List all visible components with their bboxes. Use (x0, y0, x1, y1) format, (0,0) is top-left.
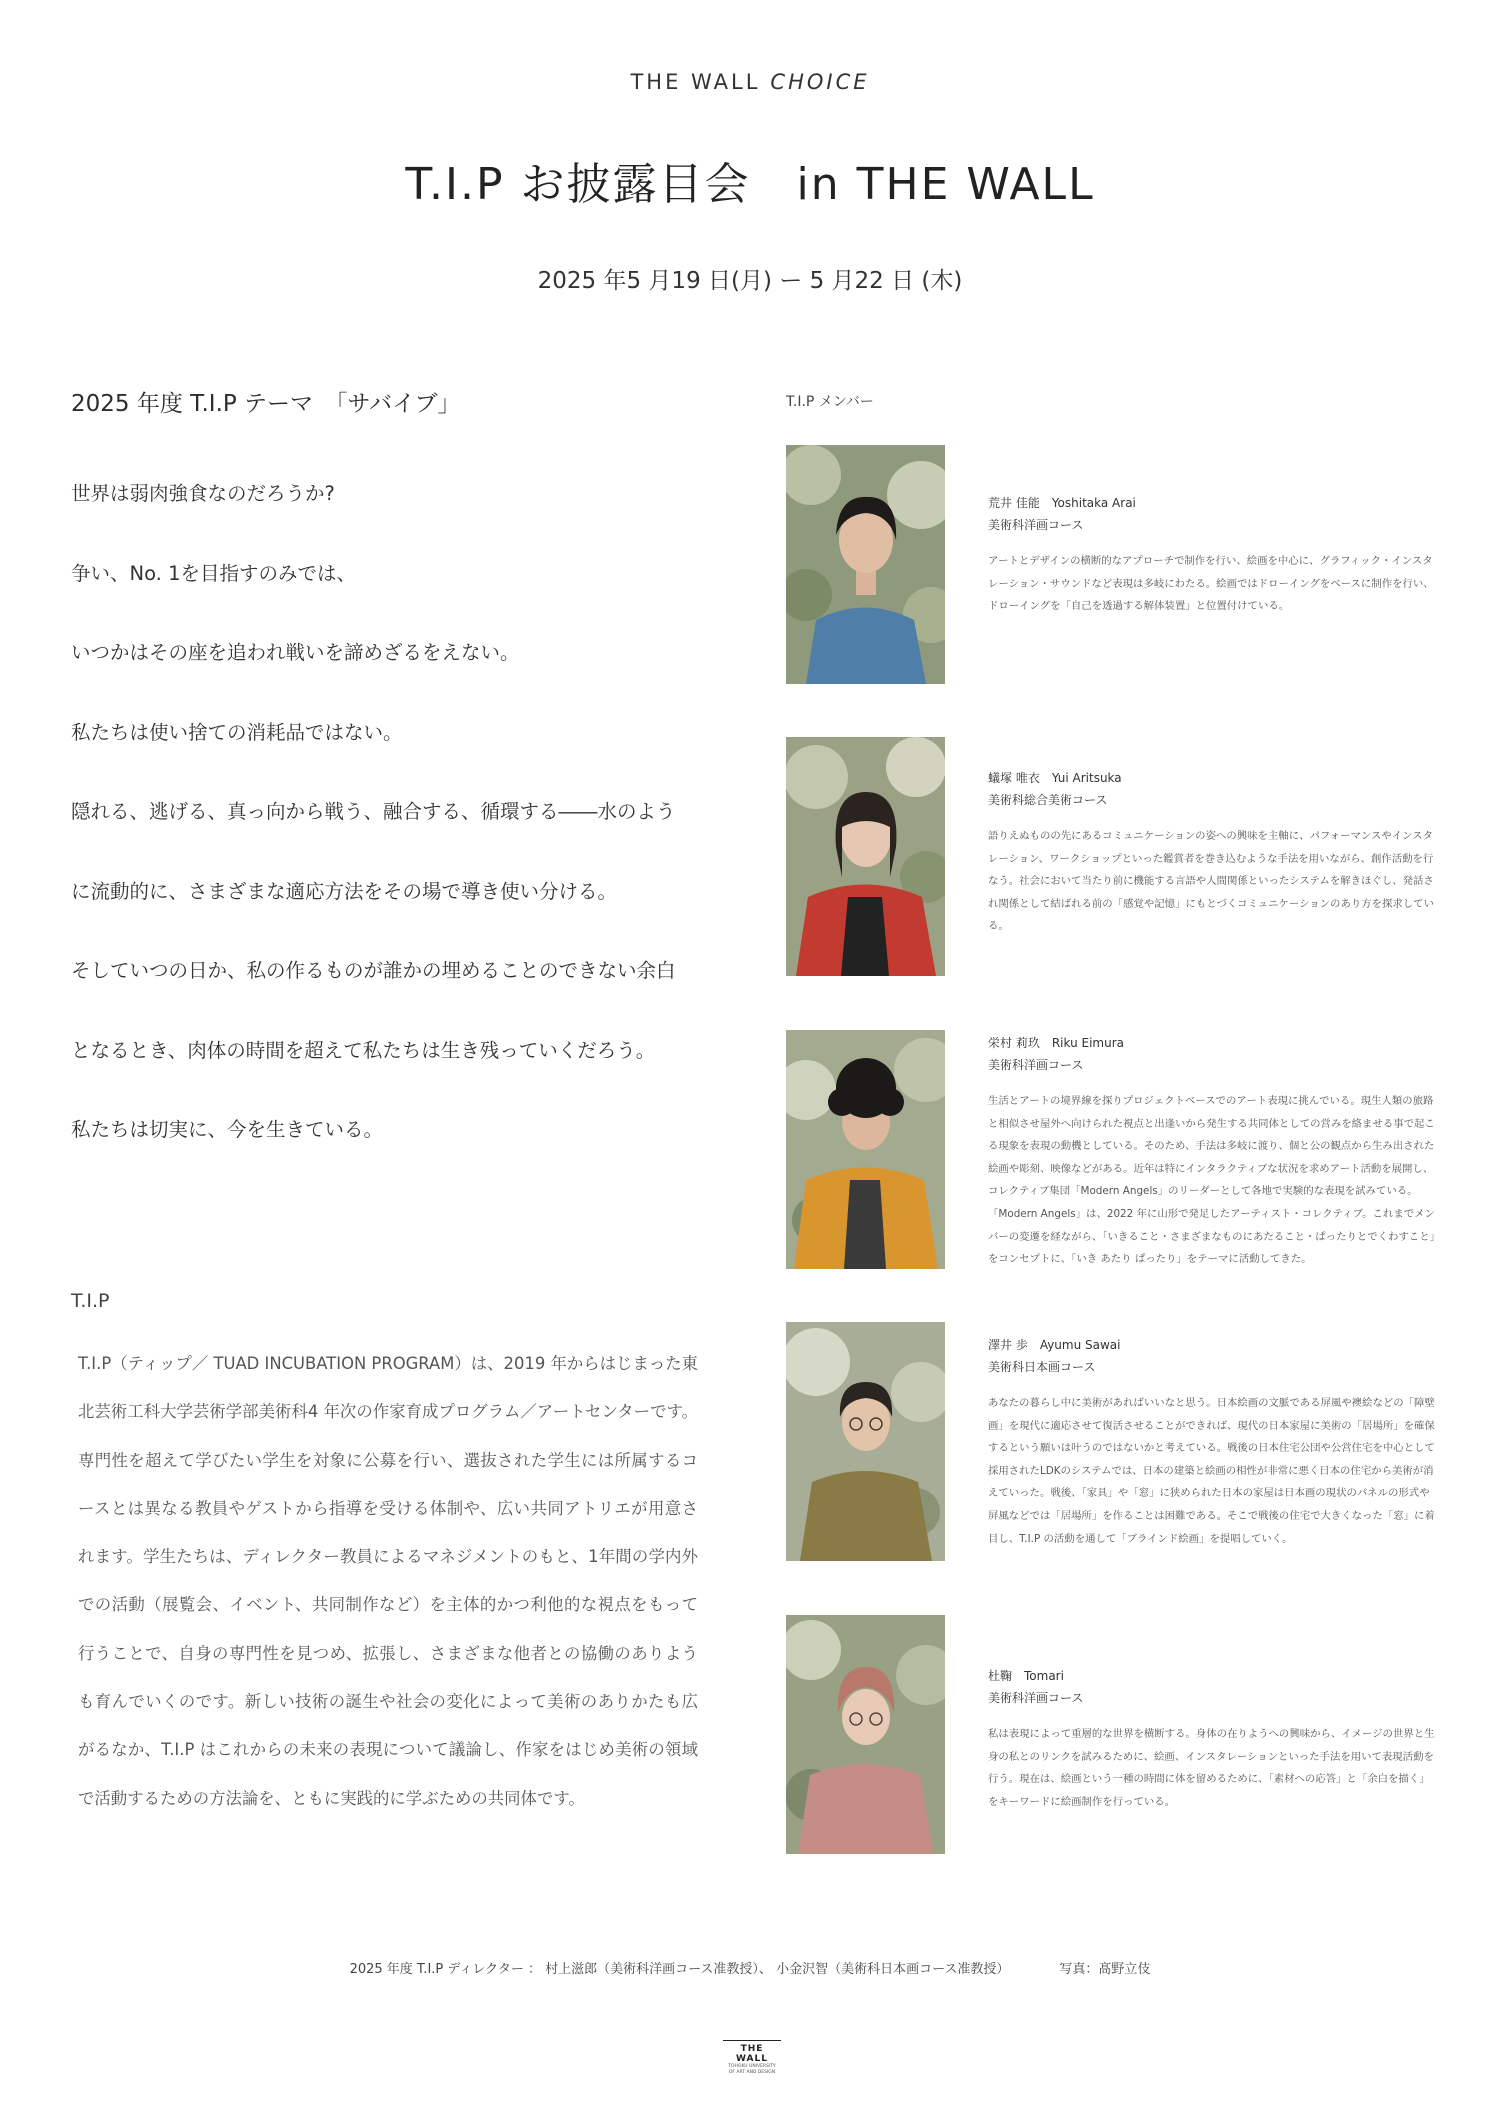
member-name: 蟻塚 唯衣 Yui Aritsuka (988, 771, 1122, 785)
logo-sub: OF ART AND DESIGN (728, 2070, 776, 2075)
member-name: 澤井 歩 Ayumu Sawai (988, 1338, 1121, 1352)
statement-line: 私たちは使い捨ての消耗品ではない。 (71, 720, 403, 744)
page-title: T.I.P お披露目会 in THE WALL (405, 159, 1095, 210)
member-photo (786, 737, 945, 976)
member-course: 美術科総合美術コース (988, 793, 1108, 807)
logo-sub: TOHOKU UNIVERSITY (728, 2064, 776, 2069)
member-course: 美術科洋画コース (988, 1691, 1084, 1705)
statement-line: となるとき、肉体の時間を超えて私たちは生き残っていくだろう。 (71, 1038, 656, 1062)
member-description: 私は表現によって重層的な世界を横断する。身体の在りようへの興味から、イメージの世界と生身の私とのリンクを試みるために、絵画、インスタレーションといった手法を用いて表現活動を行う。現在は、絵画という一種の時間に体を留めるために、「素材への応答」と「余白を描く」をキーワードに絵画制作を行っている。 (988, 1728, 1435, 1808)
member-description: あなたの暮らし中に美術があればいいなと思う。日本絵画の文脈である屏風や襖絵などの「障壁画」を現代に適応させて復活させることができれば、現代の日本家屋に美術の「居場所」を確保するという願いは叶うのではないかと考えている。戦後の日本住宅公団や公営住宅を中心として採用されたLDKのシステムでは、日本の建築と絵画の相性が非常に悪く日本の住宅から美術が消えていった。戦後、「家具」や「窓」に狭められた日本の家屋は日本画の現状のパネルの形式や屏風などでは「居場所」を作ることは困難である。そこで戦後の住宅で大きくなった「窓」に着目し、T.I.P の活動を通して「ブラインド絵画」を提唱していく。 (988, 1397, 1435, 1545)
tip-heading: T.I.P (71, 1290, 110, 1312)
member-photo (786, 445, 945, 684)
statement-line: に流動的に、さまざまな適応方法をその場で導き使い分ける。 (71, 879, 618, 903)
theme-heading: 2025 年度 T.I.P テーマ 「サバイブ」 (71, 391, 461, 417)
member-description: 語りえぬものの先にあるコミュニケーションの姿への興味を主軸に、パフォーマンスやインスタレーション、ワークショップといった鑑賞者を巻き込むような手法を用いながら、創作活動を行なう。社会において当たり前に機能する言語や人間関係といったシステムを解きほぐし、発話され関係として結ばれる前の「感覚や記憶」にもとづくコミュニケーションのあり方を探求している。 (988, 830, 1434, 933)
statement-line: 世界は弱肉強食なのだろうか? (71, 482, 335, 505)
member-photo (786, 1322, 945, 1561)
member-info (988, 1665, 1438, 1813)
member-card (786, 1615, 1446, 1855)
brand-choice: CHOICE (770, 70, 870, 94)
credits (0, 1958, 1500, 1977)
brand-heading (0, 70, 1500, 94)
statement-line: 争い、No. 1を目指すのみでは、 (71, 561, 356, 585)
members-heading: T.I.P メンバー (786, 394, 874, 410)
statement-line: 隠れる、逃げる、真っ向から戦う、融合する、循環する――水のよう (71, 800, 676, 823)
member-name: 杜鞠 Tomari (988, 1669, 1064, 1683)
member-name: 栄村 莉玖 Riku Eimura (988, 1036, 1124, 1050)
member-course: 美術科洋画コース (988, 1058, 1084, 1072)
member-card (786, 445, 1446, 685)
member-card (786, 737, 1446, 977)
logo-main: THE WALL (723, 2040, 781, 2064)
member-course: 美術科日本画コース (988, 1360, 1096, 1374)
member-info (988, 1032, 1438, 1271)
tip-description: T.I.P（ティップ／ TUAD INCUBATION PROGRAM）は、2019 年からはじまった東北芸術工科大学芸術学部美術科4 年次の作家育成プログラム／アートセンターです。専門性を超えて学びたい学生を対象に公募を行い、選抜された学生には所属するコースとは異なる教員やゲストから指導を受ける体制や、広い共同アトリエが用意されます。学生たちは、ディレクター教員によるマネジメントのもと、1年間の学内外での活動（展覧会、イベント、共同制作など）を主体的かつ利他的な視点をもって行うことで、自身の専門性を見つめ、拡張し、さまざまな他者との協働のありようも育んでいくのです。新しい技術の誕生や社会の変化によって美術のありかたも広がるなか、T.I.P はこれからの未来の表現について議論し、作家をはじめ美術の領域で活動するための方法論を、ともに実践的に学ぶための共同体です。 (78, 1354, 699, 1808)
photo-credit: 写真：髙野立伎 (1059, 1962, 1151, 1977)
the-wall-logo (723, 2040, 781, 2076)
director-credit: 2025 年度 T.I.P ディレクター ： 村上滋郎（美術科洋画コース准教授）、 小金沢智（美術科日本画コース准教授） (349, 1962, 1010, 1977)
member-photo (786, 1030, 945, 1269)
member-description: アートとデザインの横断的なアプローチで制作を行い、絵画を中心に、グラフィック・インスタレーション・サウンドなど表現は多岐にわたる。絵画ではドローイングをベースに制作を行い、ドローイングを「自己を透過する解体装置」と位置付けている。 (988, 555, 1434, 613)
member-card (786, 1322, 1446, 1562)
theme-statement (71, 478, 711, 1194)
statement-line: いつかはその座を追われ戦いを諦めざるをえない。 (71, 641, 520, 664)
member-card (786, 1030, 1446, 1270)
member-info (988, 767, 1438, 938)
member-photo (786, 1615, 945, 1854)
statement-line: そしていつの日か、私の作るものが誰かの埋めることのできない余白 (71, 959, 676, 982)
event-dates: 2025 年5 月19 日(月) ー 5 月22 日 (木) (537, 268, 963, 294)
member-course: 美術科洋画コース (988, 518, 1084, 532)
member-info (988, 1334, 1438, 1550)
member-info (988, 492, 1438, 618)
member-name: 荒井 佳能 Yoshitaka Arai (988, 496, 1136, 510)
brand-name: THE WALL (630, 70, 761, 94)
member-description: 生活とアートの境界線を探りプロジェクトベースでのアート表現に挑んでいる。現生人類の旅路と相似させ屋外へ向けられた視点と出逢いから発生する共同体としての営みを絡ませる事で起こる現象を表現の動機としている。そのため、手法は多岐に渡り、個と公の観点から生み出された絵画や彫刻、映像などがある。近年は特にインタラクティブな状況を求めアート活動を展開し、コレクティブ集団「Modern Angels」のリーダーとして各地で実験的な表現を試みている。「Modern Angels」は、2022 年に山形で発足したアーティスト・コレクティブ。これまでメンバーの変遷を経ながら、「いきること・さまざまなものにあたること・ぱったりとでくわすこと」をコンセプトに、「いき あたり ぱったり」をテーマに活動してきた。 (988, 1095, 1435, 1266)
statement-line: 私たちは切実に、今を生きている。 (71, 1118, 384, 1141)
